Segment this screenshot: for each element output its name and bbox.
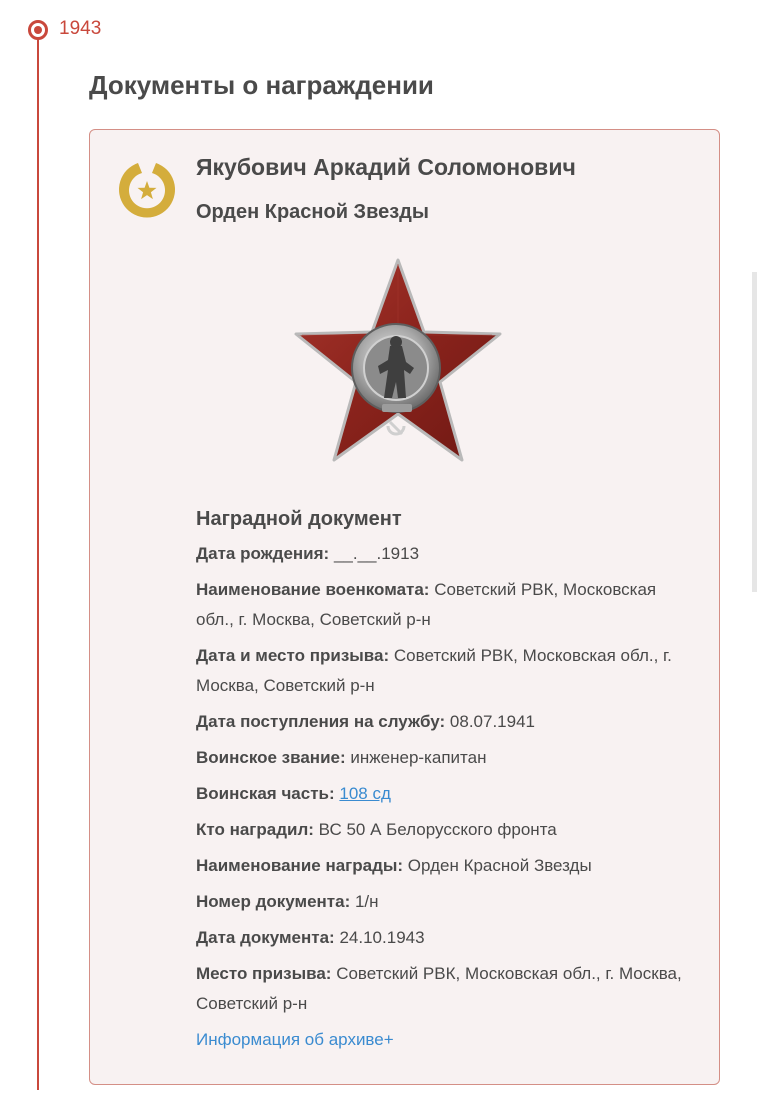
award-badge-icon <box>116 159 178 221</box>
field-value: 1/н <box>354 892 379 911</box>
field-value: ВС 50 А Белорусского фронта <box>318 820 557 839</box>
field-label: Дата рождения: <box>196 544 330 563</box>
field-label: Наименование награды: <box>196 856 404 875</box>
field-label: Дата документа: <box>196 928 335 947</box>
field-label: Кто наградил: <box>196 820 314 839</box>
field-award-title <box>196 851 696 881</box>
field-label: Дата и место призыва: <box>196 646 390 665</box>
field-label: Место призыва: <box>196 964 332 983</box>
field-recruitment-office <box>196 575 696 635</box>
field-value: Советский РВК, Московская обл., г. Москва, Советский р-н <box>196 646 672 695</box>
timeline-year: 1943 <box>59 18 102 39</box>
field-value: Советский РВК, Московская обл., г. Москва, Советский р-н <box>196 964 682 1013</box>
field-label: Номер документа: <box>196 892 351 911</box>
section-title: Документы о награждении <box>89 70 434 100</box>
field-value: Орден Красной Звезды <box>407 856 592 875</box>
field-birth-date <box>196 539 696 569</box>
timeline-dot-icon <box>28 20 48 40</box>
field-unit <box>196 779 696 809</box>
award-card <box>89 129 720 1085</box>
field-value: Советский РВК, Московская обл., г. Москва, Советский р-н <box>196 580 657 629</box>
person-name: Якубович Аркадий Соломонович <box>196 154 576 180</box>
scrollbar[interactable] <box>752 272 757 592</box>
field-label: Воинская часть: <box>196 784 335 803</box>
timeline-line <box>37 30 39 1090</box>
field-label: Дата поступления на службу: <box>196 712 446 731</box>
field-value: __.__.1913 <box>333 544 420 563</box>
award-name: Орден Красной Звезды <box>196 201 429 223</box>
archive-info-link[interactable]: Информация об архиве+ <box>196 1030 394 1049</box>
field-value: инженер-капитан <box>350 748 487 767</box>
document-heading: Наградной документ <box>196 508 402 530</box>
award-document <box>196 508 696 1055</box>
field-doc-date <box>196 923 696 953</box>
field-label: Воинское звание: <box>196 748 346 767</box>
field-value: 08.07.1941 <box>449 712 536 731</box>
unit-link[interactable]: 108 сд <box>339 784 391 803</box>
field-awarded-by <box>196 815 696 845</box>
field-draft-place <box>196 959 696 1019</box>
field-service-start <box>196 707 696 737</box>
red-star-order-icon <box>292 258 504 464</box>
field-label: Наименование военкомата: <box>196 580 430 599</box>
field-doc-number <box>196 887 696 917</box>
field-rank <box>196 743 696 773</box>
field-value: 24.10.1943 <box>339 928 425 947</box>
field-draft-date-place <box>196 641 696 701</box>
